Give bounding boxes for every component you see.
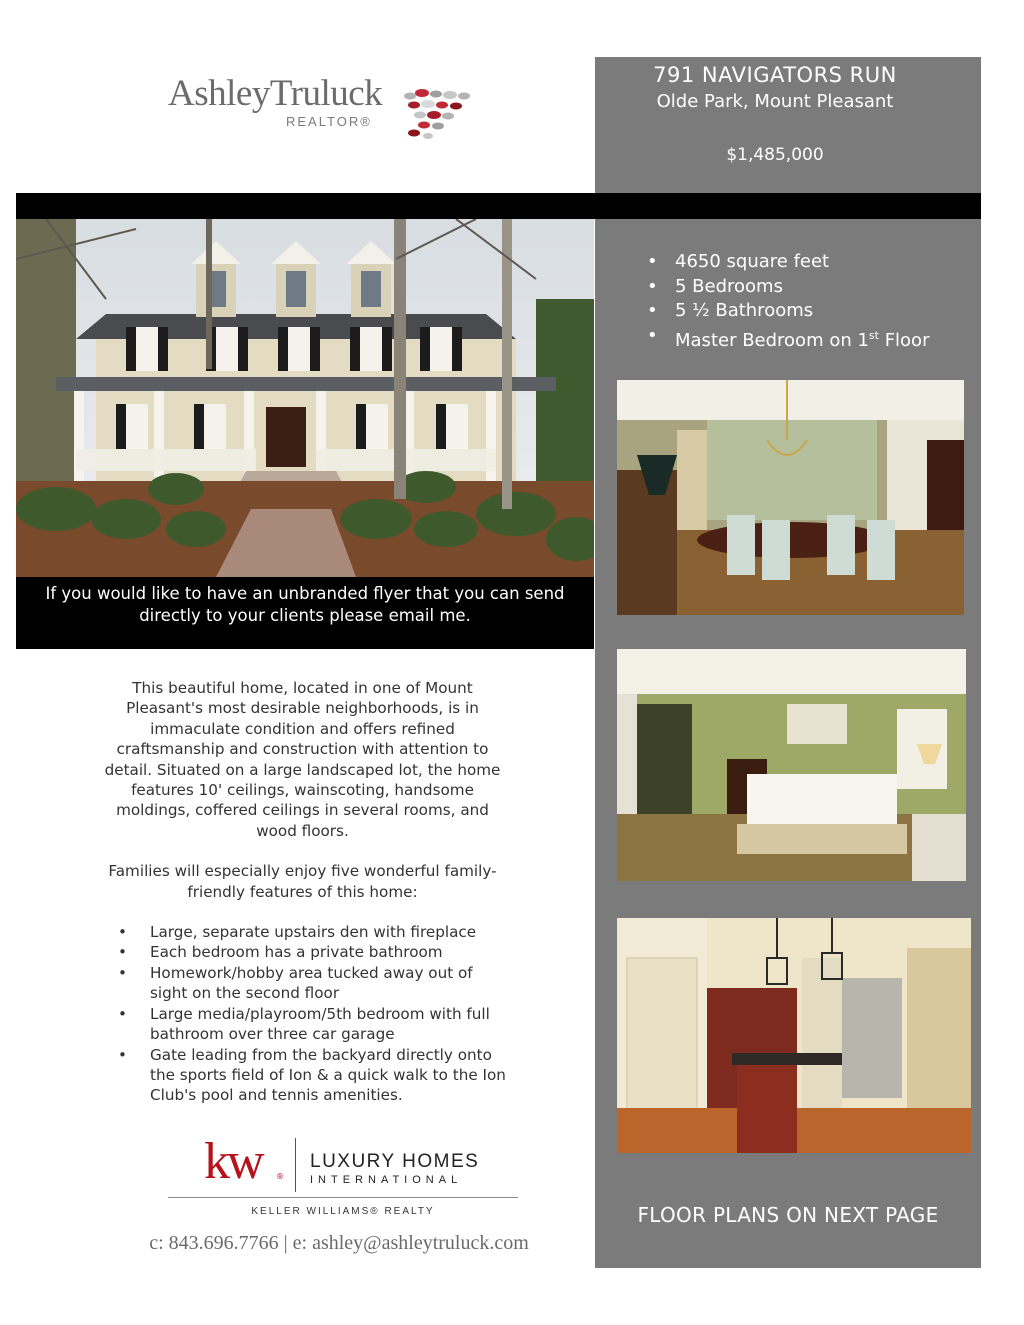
kitchen-photo bbox=[617, 918, 971, 1153]
family-feature-item: • Large, separate upstairs den with fireplace bbox=[95, 922, 510, 942]
property-description bbox=[95, 678, 510, 1106]
bedroom-photo bbox=[617, 649, 966, 881]
house-exterior-photo bbox=[16, 219, 594, 577]
international-label: INTERNATIONAL bbox=[310, 1174, 463, 1186]
unbranded-flyer-caption: If you would like to have an unbranded flyer that you can send directly to your clients please email me. bbox=[45, 584, 565, 625]
feature-item: • 4650 square feet bbox=[647, 250, 967, 275]
logo-subtitle: REALTOR® bbox=[286, 114, 372, 129]
family-feature-item: • Each bedroom has a private bathroom bbox=[95, 942, 510, 962]
kw-registered-mark: ® bbox=[276, 1172, 284, 1181]
listing-neighborhood: Olde Park, Mount Pleasant bbox=[656, 91, 894, 112]
logo-pebbles-icon bbox=[400, 86, 480, 146]
feature-item bbox=[647, 324, 967, 354]
logo-divider bbox=[295, 1138, 296, 1192]
feature-item: • 5 ½ Bathrooms bbox=[647, 299, 967, 324]
dining-room-photo bbox=[617, 380, 964, 615]
keller-williams-realty-label: KELLER WILLIAMS® REALTY bbox=[251, 1206, 435, 1217]
ashley-truluck-logo bbox=[168, 72, 478, 144]
listing-price: $1,485,000 bbox=[726, 145, 824, 165]
logo-rule bbox=[168, 1197, 518, 1198]
header-divider-bar bbox=[16, 193, 981, 219]
family-feature-item: • Homework/hobby area tucked away out of sight on the second floor bbox=[95, 963, 510, 1004]
contact-info: c: 843.696.7766 | e: ashley@ashleytruluck.com bbox=[149, 1232, 529, 1254]
feature-item: • 5 Bedrooms bbox=[647, 275, 967, 300]
feature-list bbox=[647, 250, 967, 353]
family-feature-item: • Large media/playroom/5th bedroom with full bathroom over three car garage bbox=[95, 1004, 510, 1045]
families-intro: Families will especially enjoy five wonderful family-friendly features of this home: bbox=[108, 862, 497, 901]
feature-text: Master Bedroom on 1st Floor bbox=[675, 328, 930, 351]
floor-plans-note: FLOOR PLANS ON NEXT PAGE bbox=[637, 1203, 939, 1227]
description-intro: This beautiful home, located in one of Mount Pleasant's most desirable neighborhoods, is in immaculate condition and offers refined craftsmanship and construction with attention to detail. Situated on a large landscaped lot, the home features 10' ceilings, wainscoting, handsome moldings, coffered ceilings in several rooms, and wood floors. bbox=[104, 679, 501, 840]
logo-name: AshleyTruluck bbox=[168, 73, 383, 114]
family-features-list bbox=[95, 922, 510, 1106]
listing-address: 791 NAVIGATORS RUN bbox=[653, 63, 897, 87]
family-feature-item: • Gate leading from the backyard directly onto the sports field of Ion & a quick walk to the Ion Club's pool and tennis amenities. bbox=[95, 1045, 510, 1106]
kw-wordmark: kw bbox=[204, 1133, 262, 1190]
keller-williams-logo bbox=[168, 1133, 518, 1224]
luxury-homes-label: LUXURY HOMES bbox=[310, 1151, 480, 1172]
